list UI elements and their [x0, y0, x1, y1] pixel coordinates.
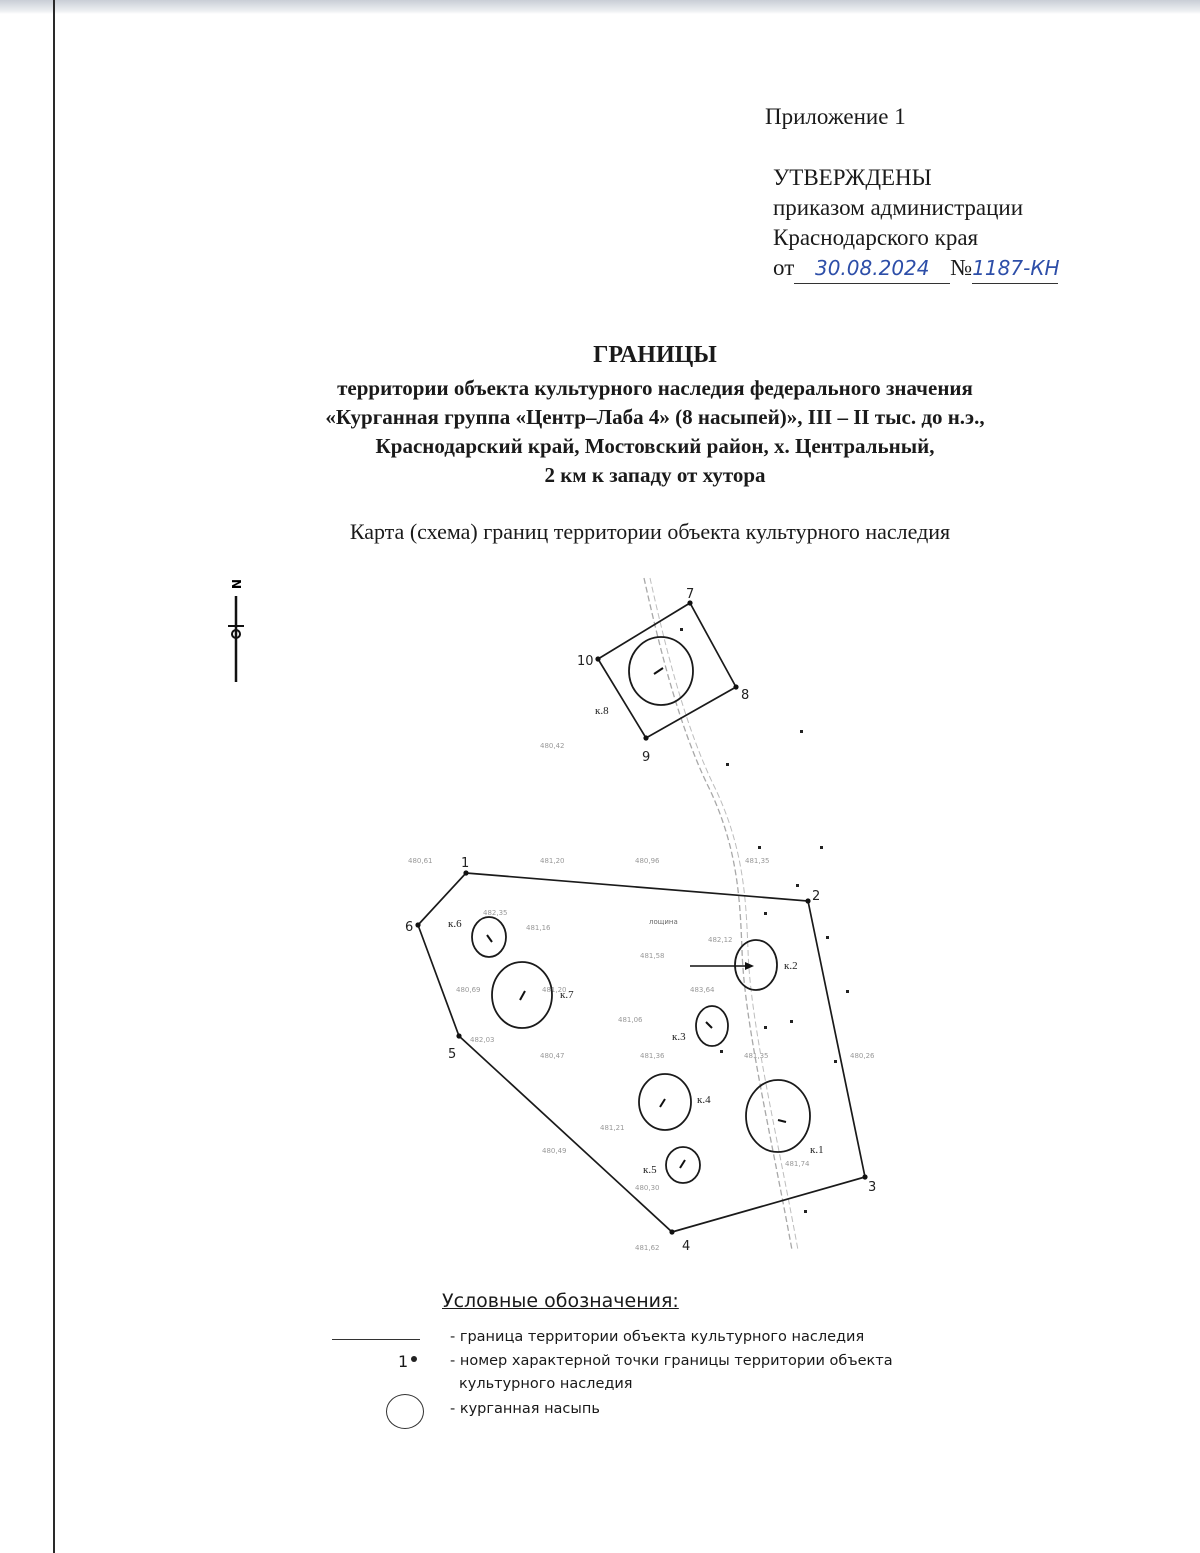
- elevation-mark: 480,26: [850, 1052, 875, 1060]
- mound-label: к.4: [697, 1094, 711, 1106]
- boundary-map: [360, 570, 920, 1260]
- point-label: 10: [577, 654, 594, 669]
- order-date: 30.08.2024: [814, 256, 930, 280]
- legend-point-text-1: - номер характерной точки границы территории объекта: [450, 1353, 893, 1369]
- mound-center-marks: [487, 668, 786, 1168]
- appendix-label: Приложение 1: [765, 104, 906, 129]
- elevation-mark: 481,06: [618, 1016, 643, 1024]
- elevation-mark: 481,16: [526, 924, 551, 932]
- mound-k1: [746, 1080, 810, 1152]
- mounds: [472, 637, 810, 1183]
- approved-region: Краснодарского края: [773, 225, 979, 250]
- legend-point-number: 1: [398, 1352, 409, 1371]
- order-number-field: [972, 253, 1058, 284]
- elevation-mark: 481,74: [785, 1160, 810, 1168]
- north-label: N: [229, 578, 243, 590]
- point-labels: [405, 587, 876, 1254]
- mound-k2: [735, 940, 777, 990]
- point-label: 8: [741, 688, 750, 703]
- elevation-mark: 482,35: [483, 909, 508, 917]
- number-prefix: №: [950, 255, 973, 280]
- point-label: 7: [686, 587, 695, 602]
- mound-label: к.2: [784, 960, 798, 972]
- elevation-mark: 480,42: [540, 742, 565, 750]
- title-line-2: «Курганная группа «Центр–Лаба 4» (8 насыпей)», III – II тыс. до н.э.,: [325, 405, 985, 429]
- legend-title: Условные обозначения:: [442, 1290, 679, 1312]
- title-line-3: Краснодарский край, Мостовский район, х. Центральный,: [375, 434, 935, 458]
- mound-label: к.5: [643, 1164, 657, 1176]
- elevation-mark: 481,35: [745, 857, 770, 865]
- legend-point-text-2: культурного наследия: [459, 1376, 633, 1392]
- point-label: 3: [868, 1180, 877, 1195]
- approved-heading: УТВЕРЖДЕНЫ: [773, 165, 932, 190]
- point-label: 5: [448, 1047, 457, 1062]
- elevation-mark: 480,49: [542, 1147, 567, 1155]
- mound-label: к.1: [810, 1144, 824, 1156]
- elevation-mark: 483,64: [690, 986, 715, 994]
- mound-circle-icon: [386, 1394, 424, 1429]
- point-label: 1: [461, 856, 470, 871]
- mound-k4: [639, 1074, 691, 1130]
- legend: [320, 1290, 1020, 1440]
- elevation-mark: 481,20: [540, 857, 565, 865]
- title-main: ГРАНИЦЫ: [593, 342, 717, 368]
- mound-label: к.7: [560, 989, 574, 1001]
- mound-label: к.8: [595, 705, 609, 717]
- survey-dots: [680, 628, 849, 1213]
- legend-boundary-text: - граница территории объекта культурного наследия: [450, 1329, 865, 1345]
- elevation-marks: [408, 742, 875, 1252]
- legend-boundary-line: [332, 1339, 420, 1340]
- point-label: 2: [812, 889, 821, 904]
- elevation-mark: 481,21: [600, 1124, 625, 1132]
- point-label: 9: [642, 750, 651, 765]
- title-line-1: территории объекта культурного наследия федерального значения: [337, 376, 973, 400]
- elevation-mark: 481,58: [640, 952, 665, 960]
- approval-block: [773, 163, 1058, 284]
- elevation-mark: 480,69: [456, 986, 481, 994]
- order-number: 1187-КН: [972, 256, 1060, 280]
- elevation-mark: 480,47: [540, 1052, 565, 1060]
- elevation-mark: 481,20: [542, 986, 567, 994]
- scan-edge: [0, 0, 1200, 14]
- document-title: [150, 340, 1160, 490]
- north-arrow-icon: [216, 574, 256, 686]
- elevation-mark: 481,35: [744, 1052, 769, 1060]
- lowland-label: лощина: [649, 918, 678, 926]
- elevation-mark: 480,30: [635, 1184, 660, 1192]
- legend-point-sample: [398, 1352, 417, 1371]
- point-dot-icon: [411, 1356, 417, 1362]
- elevation-mark: 480,61: [408, 857, 433, 865]
- from-prefix: от: [773, 255, 795, 280]
- elevation-mark: 482,03: [470, 1036, 495, 1044]
- mound-k8: [629, 637, 693, 705]
- mound-labels: [448, 705, 824, 1176]
- order-date-number: [773, 253, 1058, 284]
- title-line-4: 2 км к западу от хутора: [544, 463, 766, 487]
- mound-k3: [696, 1006, 728, 1046]
- mound-label: к.6: [448, 918, 462, 930]
- legend-mound-text: - курганная насыпь: [450, 1401, 600, 1417]
- elevation-mark: 481,62: [635, 1244, 660, 1252]
- map-caption: Карта (схема) границ территории объекта культурного наследия: [349, 519, 951, 544]
- point-label: 6: [405, 920, 414, 935]
- elevation-mark: 480,96: [635, 857, 660, 865]
- elevation-mark: 481,36: [640, 1052, 665, 1060]
- point-label: 4: [682, 1239, 691, 1254]
- mound-label: к.3: [672, 1031, 686, 1043]
- order-date-field: [794, 253, 950, 284]
- approved-by-order: приказом администрации: [773, 195, 1024, 220]
- elevation-mark: 482,12: [708, 936, 733, 944]
- page-margin-line: [53, 0, 55, 1553]
